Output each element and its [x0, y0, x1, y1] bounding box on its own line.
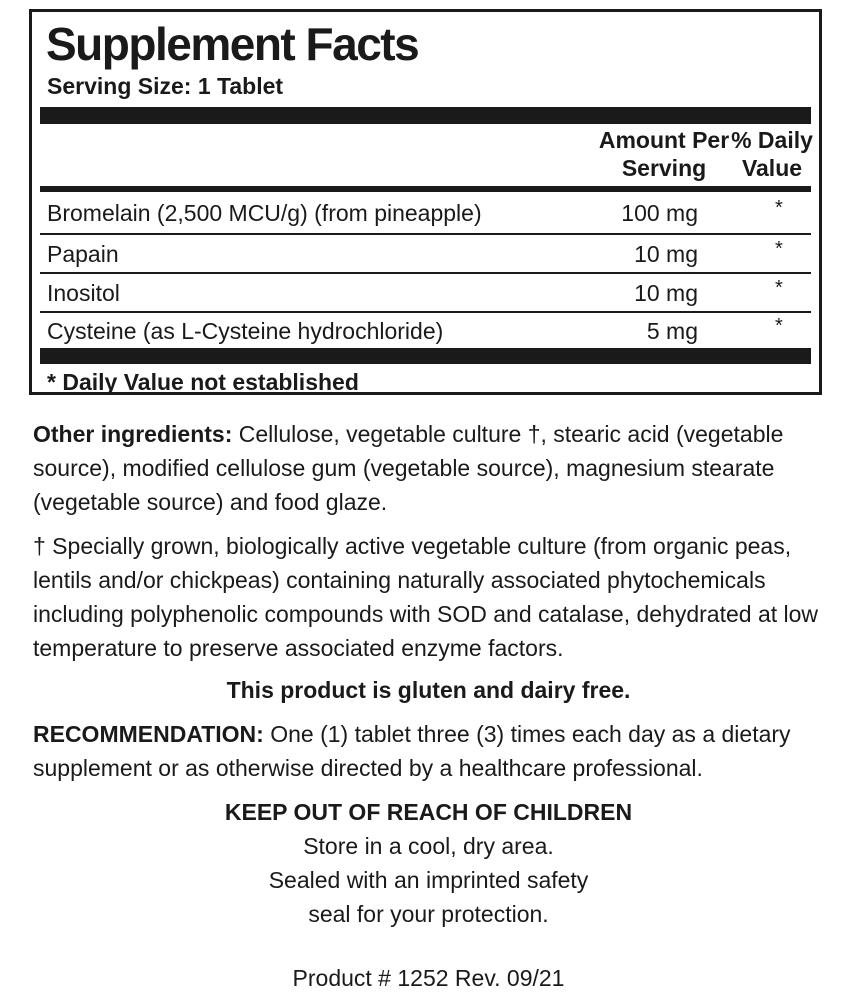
- recommendation-label: RECOMMENDATION:: [33, 721, 264, 747]
- product-number: Product # 1252 Rev. 09/21: [292, 965, 565, 991]
- recommendation: [33, 717, 833, 785]
- supplement-facts-panel: [29, 9, 822, 395]
- amount-header-line2: Serving: [621, 155, 707, 181]
- serving-size: Serving Size: 1 Tablet: [47, 73, 284, 99]
- culture-note-line3: including polyphenolic compounds with SOD and catalase, dehydrated at low: [33, 601, 819, 627]
- daily-value-footnote: * Daily Value not established: [47, 369, 359, 395]
- nutrient-daily-value: *: [775, 315, 783, 337]
- nutrient-amount: 10 mg: [634, 241, 698, 267]
- nutrient-name: Inositol: [47, 280, 120, 306]
- recommendation-line2: supplement or as otherwise directed by a healthcare professional.: [33, 755, 703, 781]
- culture-note: [33, 529, 833, 665]
- daily-value-header: [727, 126, 817, 182]
- nutrient-daily-value: *: [775, 238, 783, 260]
- nutrient-amount: 100 mg: [621, 200, 698, 226]
- other-ingredients: [33, 417, 833, 519]
- culture-note-line4: temperature to preserve associated enzyme factors.: [33, 635, 564, 661]
- other-ingredients-line3: (vegetable source) and food glaze.: [33, 489, 388, 515]
- amount-per-serving-header: [594, 126, 734, 182]
- dv-header-line1: % Daily: [731, 127, 813, 153]
- nutrient-row: [40, 312, 811, 350]
- nutrient-name: Papain: [47, 241, 119, 267]
- facts-title: Supplement Facts: [46, 18, 419, 70]
- culture-note-line2: lentils and/or chickpeas) containing naturally associated phytochemicals: [33, 567, 766, 593]
- nutrient-amount: 10 mg: [634, 280, 698, 306]
- seal-notice-line2: seal for your protection.: [308, 901, 549, 927]
- nutrient-daily-value: *: [775, 197, 783, 219]
- nutrient-row: [40, 194, 811, 232]
- culture-note-line1: † Specially grown, biologically active vegetable culture (from organic peas,: [33, 533, 792, 559]
- dv-header-line2: Value: [741, 155, 803, 181]
- amount-header-line1: Amount Per: [598, 127, 730, 153]
- keep-out-of-reach-heading: KEEP OUT OF REACH OF CHILDREN: [224, 799, 633, 825]
- seal-notice-line1: Sealed with an imprinted safety: [268, 867, 589, 893]
- nutrient-name: Cysteine (as L-Cysteine hydrochloride): [47, 318, 444, 344]
- nutrient-daily-value: *: [775, 277, 783, 299]
- gluten-free-statement: This product is gluten and dairy free.: [226, 677, 631, 703]
- storage-instruction: Store in a cool, dry area.: [303, 833, 554, 859]
- nutrient-row: [40, 274, 811, 312]
- header-divider: [40, 186, 811, 192]
- nutrient-amount: 5 mg: [646, 318, 698, 344]
- nutrient-name: Bromelain (2,500 MCU/g) (from pineapple): [47, 200, 482, 226]
- other-ingredients-line1: Cellulose, vegetable culture †, stearic acid (vegetable: [232, 421, 784, 447]
- other-ingredients-label: Other ingredients:: [33, 421, 233, 447]
- other-ingredients-line2: source), modified cellulose gum (vegetable source), magnesium stearate: [33, 455, 775, 481]
- thick-divider: [40, 107, 811, 124]
- thick-divider: [40, 348, 811, 364]
- nutrient-row: [40, 235, 811, 273]
- recommendation-line1: One (1) tablet three (3) times each day as a dietary: [263, 721, 791, 747]
